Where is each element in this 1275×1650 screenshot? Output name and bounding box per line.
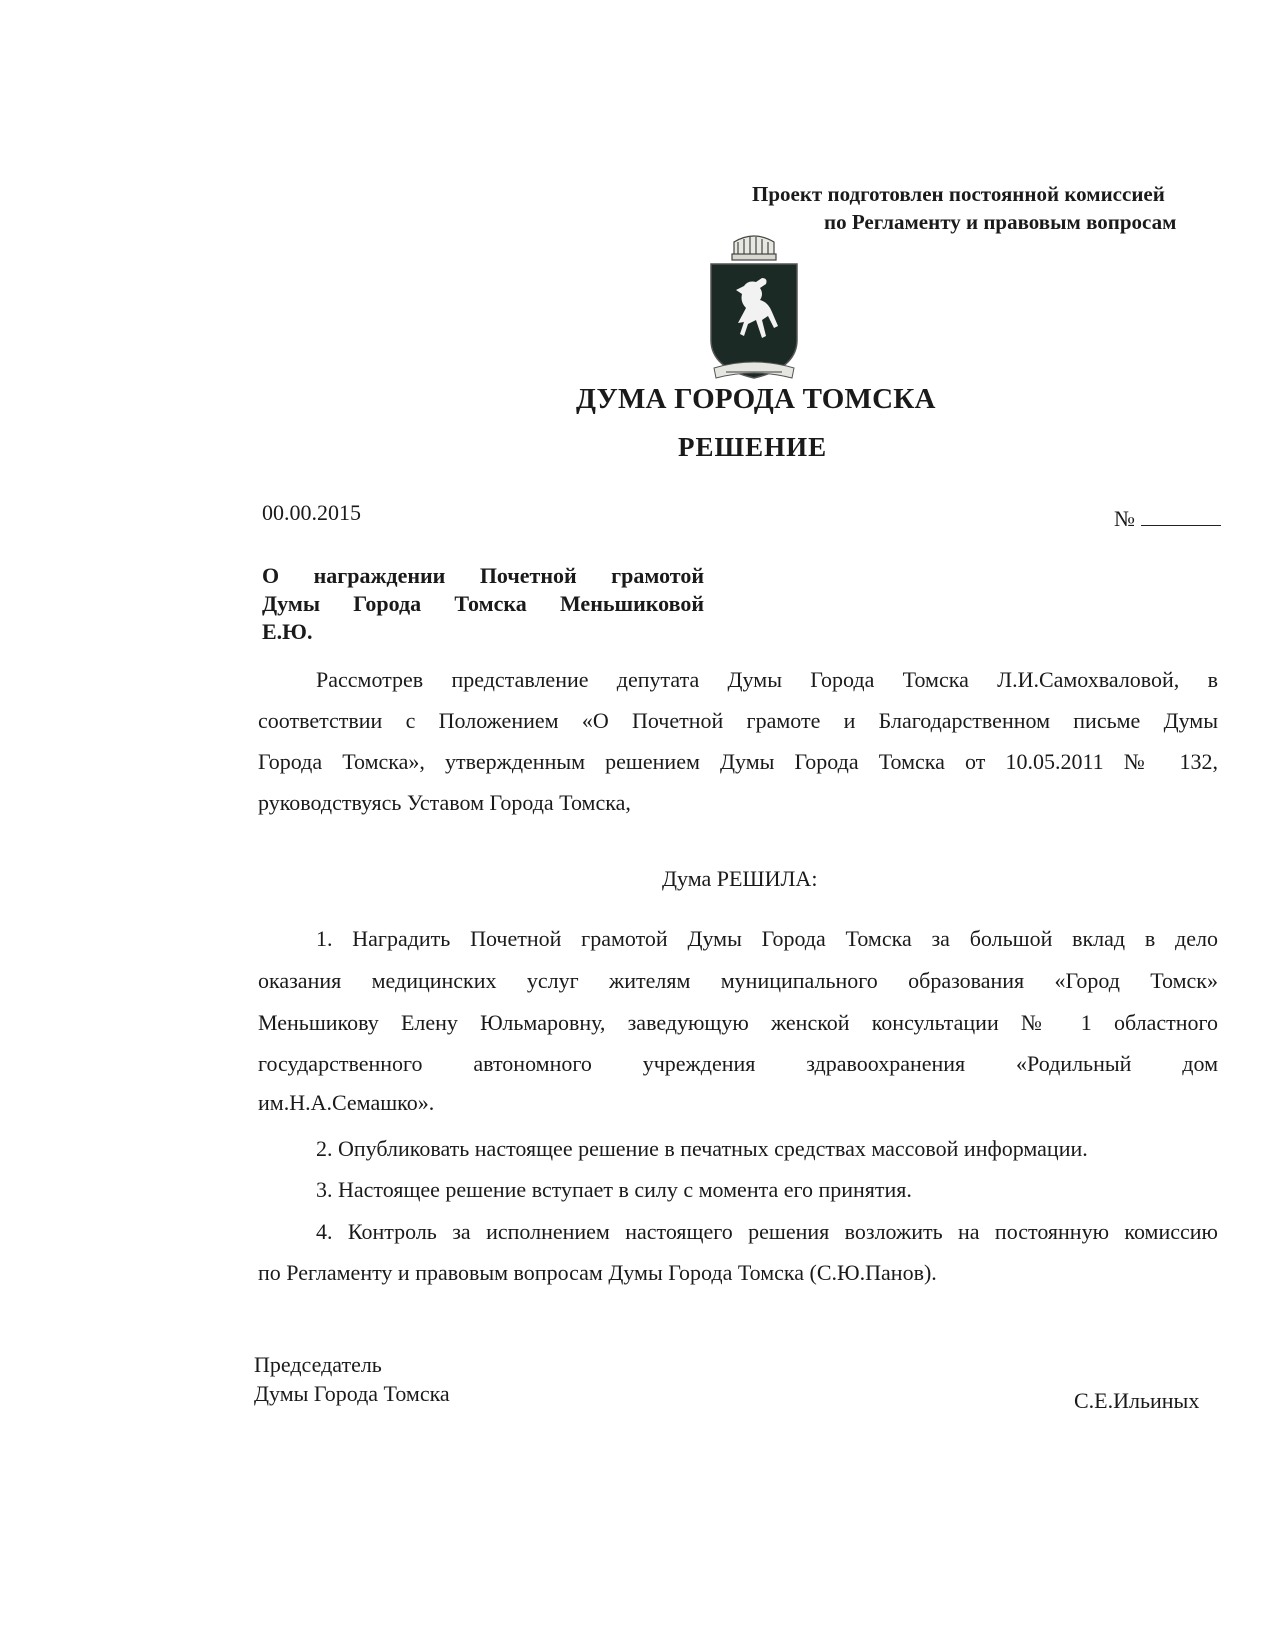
- subject-line-2: Думы Города Томска Меньшиковой: [262, 591, 704, 616]
- item-1-line-2: оказания медицинских услуг жителям муниципального образования «Город Томск»: [258, 968, 1218, 993]
- preamble-line-4: руководствуясь Уставом Города Томска,: [258, 790, 631, 815]
- preamble-line-3: Города Томска», утвержденным решением Думы Города Томска от 10.05.2011 № 132,: [258, 749, 1218, 774]
- subject-line-3: Е.Ю.: [262, 619, 313, 644]
- header-line-1: Проект подготовлен постоянной комиссией: [752, 182, 1165, 206]
- item-1-line-1: 1. Наградить Почетной грамотой Думы Города Томска за большой вклад в дело: [316, 926, 1218, 951]
- preamble-line-1: Рассмотрев представление депутата Думы Города Томска Л.И.Самохваловой, в: [316, 667, 1218, 692]
- document-number: [1114, 505, 1221, 532]
- signature-position-line-1: Председатель: [254, 1352, 382, 1377]
- number-blank-line: [1141, 505, 1221, 526]
- subject-line-1: О награждении Почетной грамотой: [262, 563, 704, 588]
- item-4-line-2: по Регламенту и правовым вопросам Думы Города Томска (С.Ю.Панов).: [258, 1260, 937, 1285]
- item-2: 2. Опубликовать настоящее решение в печатных средствах массовой информации.: [316, 1136, 1088, 1161]
- document-type: РЕШЕНИЕ: [678, 432, 828, 462]
- header-line-2: по Регламенту и правовым вопросам: [824, 210, 1177, 234]
- item-4-line-1: 4. Контроль за исполнением настоящего решения возложить на постоянную комиссию: [316, 1219, 1218, 1244]
- item-1-line-5: им.Н.А.Семашко».: [258, 1090, 435, 1115]
- resolved-heading: Дума РЕШИЛА:: [662, 866, 818, 891]
- number-label: №: [1114, 506, 1135, 531]
- signature-position-line-2: Думы Города Томска: [254, 1381, 450, 1406]
- item-1-line-4: государственного автономного учреждения здравоохранения «Родильный дом: [258, 1051, 1218, 1076]
- item-3: 3. Настоящее решение вступает в силу с момента его принятия.: [316, 1177, 912, 1202]
- organization-title: ДУМА ГОРОДА ТОМСКА: [576, 383, 936, 415]
- document-date: 00.00.2015: [262, 500, 361, 525]
- preamble-line-2: соответствии с Положением «О Почетной грамоте и Благодарственном письме Думы: [258, 708, 1218, 733]
- tomsk-coat-of-arms-icon: [708, 228, 800, 386]
- item-1-line-3: Меньшикову Елену Юльмаровну, заведующую женской консультации № 1 областного: [258, 1010, 1218, 1035]
- signature-name: С.Е.Ильиных: [1074, 1388, 1200, 1413]
